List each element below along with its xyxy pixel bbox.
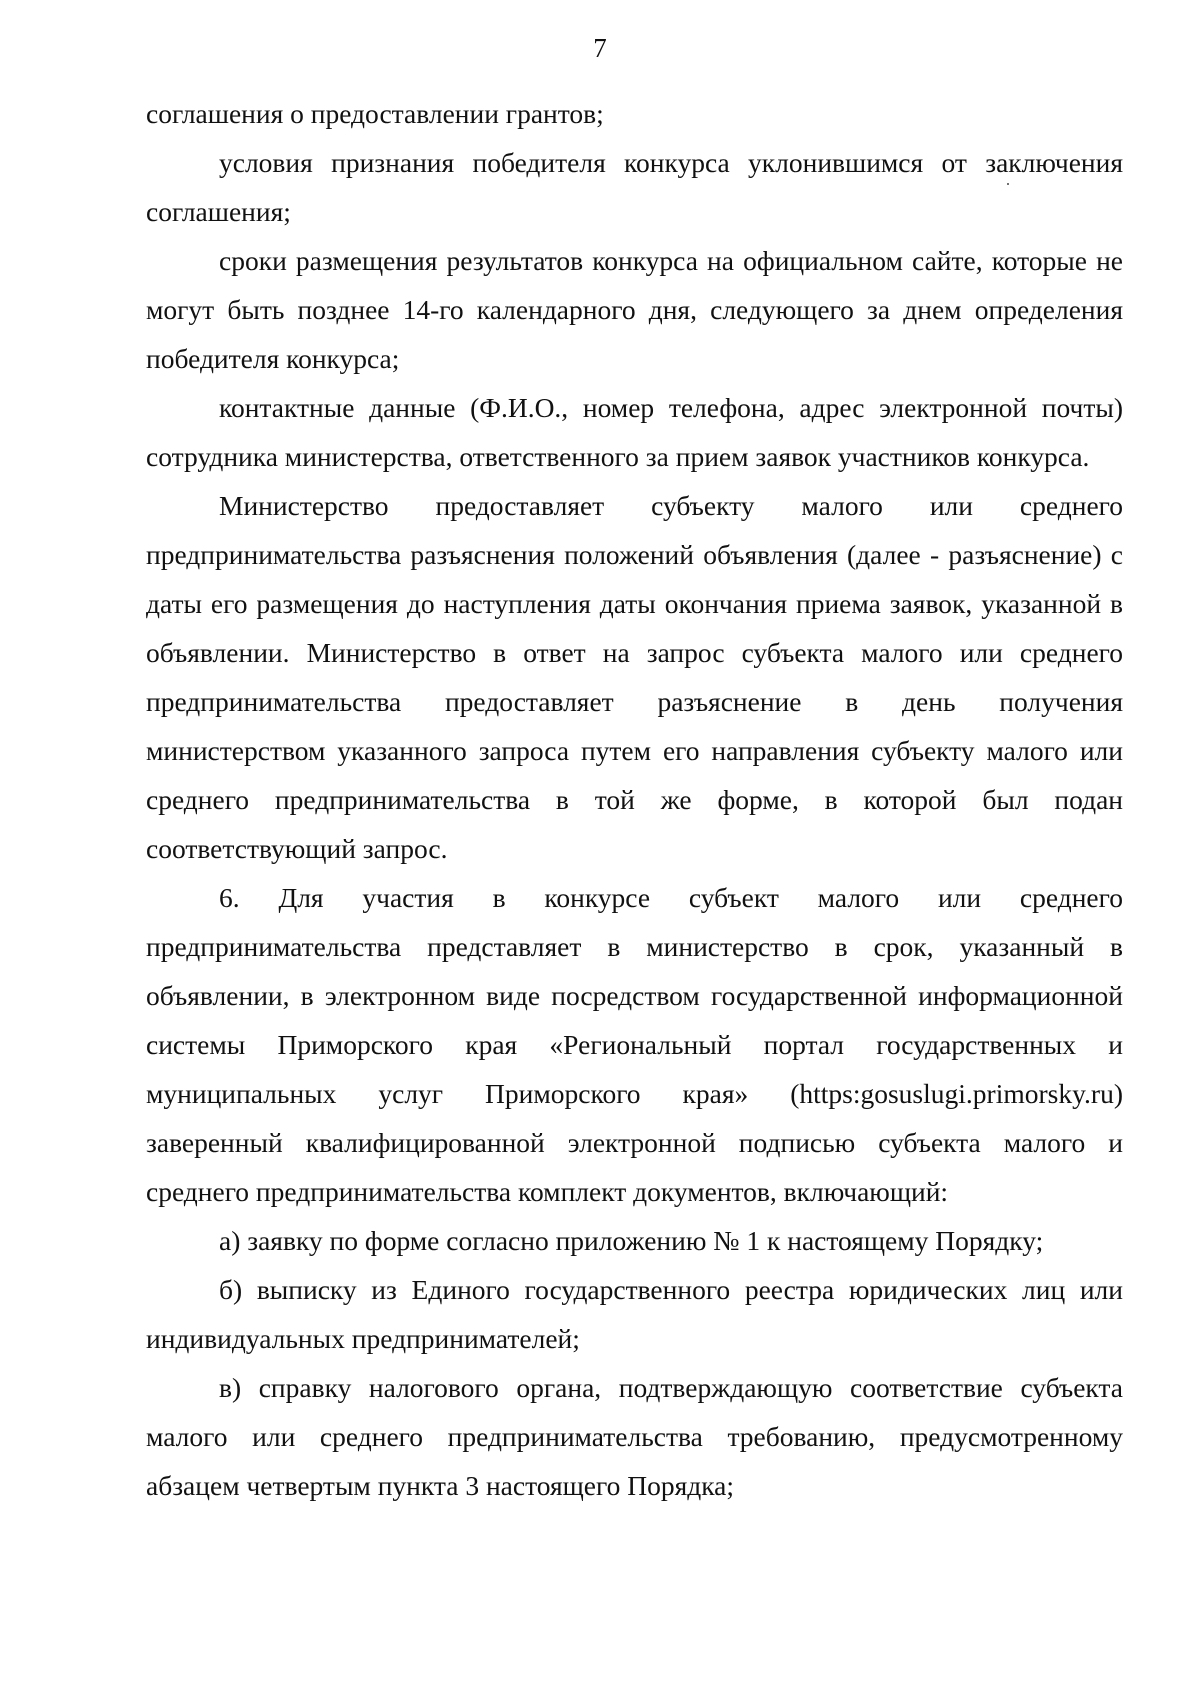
paragraph-evasion-conditions: условия признания победителя конкурса уклонившимся от заключения соглашения; (146, 147, 1123, 227)
list-item-c: в) справку налогового органа, подтверждающую соответствие субъекта малого или среднего предпринимательства требованию, предусмотренному абзацем четвертым пункта 3 настоящего Порядка; (146, 1372, 1123, 1501)
list-item-b: б) выписку из Единого государственного реестра юридических лиц или индивидуальных предпринимателей; (146, 1274, 1123, 1354)
paragraph-clarifications: Министерство предоставляет субъекту малого или среднего предпринимательства разъяснения положений объявления (далее - разъяснение) с даты его размещения до наступления даты окончания приема заявок, указанной в объявлении. Министерство в ответ на запрос субъекта малого или среднего предпринимательства предоставляет разъяснение в день получения министерством указанного запроса путем его направления субъекту малого или среднего предпринимательства в той же форме, в которой был подан соответствующий запрос. (146, 490, 1123, 864)
paragraph-continuation: соглашения о предоставлении грантов; (146, 98, 604, 129)
paragraph-results-deadline: сроки размещения результатов конкурса на официальном сайте, которые не могут быть позднее 14-го календарного дня, следующего за днем определения победителя конкурса; (146, 245, 1123, 374)
page-number: 7 (593, 33, 607, 63)
document-body (146, 89, 1123, 1510)
list-item-a: а) заявку по форме согласно приложению № 1 к настоящему Порядку; (219, 1225, 1044, 1256)
paragraph-section-6: 6. Для участия в конкурсе субъект малого или среднего предпринимательства представляет в министерство в срок, указанный в объявлении, в электронном виде посредством государственной информационной системы Приморского края «Региональный портал государственных и муниципальных услуг Приморского края» (https:gosuslugi.primorsky.ru) заверенный квалифицированной электронной подписью субъекта малого и среднего предпринимательства комплект документов, включающий: (146, 882, 1123, 1207)
paragraph-contact-data: контактные данные (Ф.И.О., номер телефона, адрес электронной почты) сотрудника министерства, ответственного за прием заявок участников конкурса. (146, 392, 1123, 472)
